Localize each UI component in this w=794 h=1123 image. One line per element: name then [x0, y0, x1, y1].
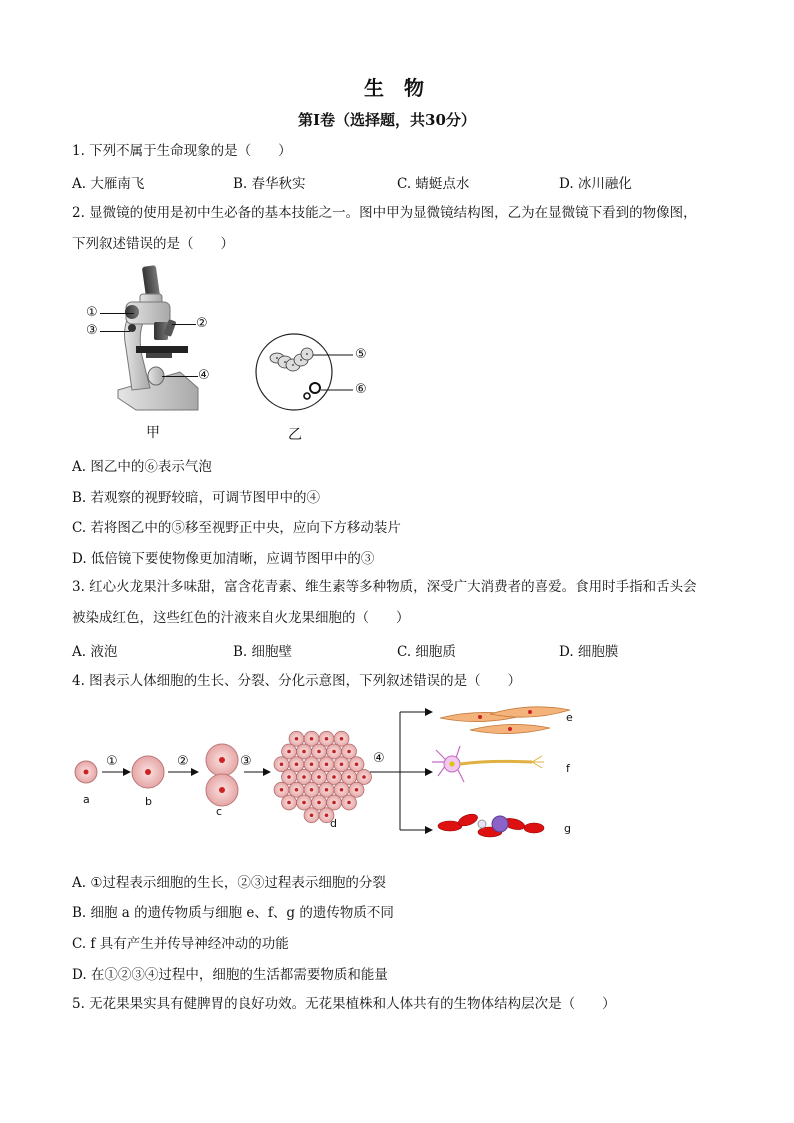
cluster-cell-nucleus [340, 762, 344, 766]
cluster-cell-nucleus [287, 775, 291, 779]
cluster-cell-nucleus [347, 801, 351, 805]
step-label-2: ② [177, 754, 189, 769]
cluster-cell-nucleus [287, 750, 291, 754]
cluster-cell-nucleus [317, 775, 321, 779]
cluster-cell-nucleus [347, 775, 351, 779]
q3-option-a: A. 液泡 [72, 644, 118, 660]
cluster-cell-nucleus [332, 775, 336, 779]
cluster-cell-nucleus [332, 750, 336, 754]
section-title: 第Ⅰ卷（选择题，共30分） [298, 111, 476, 129]
step-label-1: ① [106, 754, 118, 769]
q1-option-b: B. 春华秋实 [233, 176, 306, 192]
cluster-cell-nucleus [317, 801, 321, 805]
cluster-cell-nucleus [310, 737, 314, 741]
question-1-stem: 1. 下列不属于生命现象的是（ ） [72, 143, 292, 159]
q4-option-a: A. ①过程表示细胞的生长，②③过程表示细胞的分裂 [72, 875, 386, 891]
cell-label-g: g [564, 822, 571, 835]
leader-line-1 [100, 313, 134, 314]
cluster-cell-nucleus [325, 813, 329, 817]
q4-option-c: C. f 具有产生并传导神经冲动的功能 [72, 936, 289, 952]
question-2-stem-line1: 2. 显微镜的使用是初中生必备的基本技能之一。图中甲为显微镜结构图，乙为在显微镜下看到的物像图， [72, 205, 697, 221]
question-3-stem-line2: 被染成红色，这些红色的汁液来自火龙果细胞的（ ） [72, 610, 410, 626]
q2-option-a: A. 图乙中的⑥表示气泡 [72, 459, 212, 475]
cell-label-f: f [566, 762, 570, 775]
question-4-stem: 4. 图表示人体细胞的生长、分裂、分化示意图，下列叙述错误的是（ ） [72, 673, 522, 689]
cell-label-d: d [330, 817, 337, 830]
field-of-view-figure [255, 330, 375, 420]
cluster-cell-nucleus [325, 737, 329, 741]
cluster-cell-nucleus [355, 788, 359, 792]
step-label-3: ③ [240, 754, 252, 769]
figure-label-jia: 甲 [146, 425, 160, 441]
q3-option-b: B. 细胞壁 [233, 644, 293, 660]
cluster-cell-nucleus [347, 750, 351, 754]
q2-option-c: C. 若将图乙中的⑤移至视野正中央，应向下方移动装片 [72, 520, 401, 536]
step-label-4: ④ [373, 751, 385, 766]
q3-option-c: C. 细胞质 [397, 644, 456, 660]
cluster-cell-nucleus [310, 813, 314, 817]
q2-option-d: D. 低倍镜下要使物像更加清晰，应调节图甲中的③ [72, 551, 375, 567]
cluster-cell-nucleus [340, 788, 344, 792]
cluster-cell-nucleus [310, 788, 314, 792]
q4-option-b: B. 细胞 a 的遗传物质与细胞 e、f、g 的遗传物质不同 [72, 905, 394, 921]
cell-process-figure [70, 700, 580, 850]
cluster-cell-nucleus [280, 762, 284, 766]
cell-label-e: e [566, 711, 573, 724]
page-title: 生 物 [364, 76, 424, 100]
label-5: ⑤ [355, 347, 367, 362]
figure-label-yi: 乙 [288, 427, 302, 443]
leader-line-3 [100, 331, 130, 332]
question-5-stem: 5. 无花果果实具有健脾胃的良好功效。无花果植株和人体共有的生物体结构层次是（ ） [72, 996, 616, 1012]
label-4: ④ [198, 368, 210, 383]
label-3: ③ [86, 323, 98, 338]
microscope-figure [80, 260, 230, 420]
leader-line-2 [172, 324, 196, 325]
cluster-cell-nucleus [287, 801, 291, 805]
leader-line-4 [162, 376, 198, 377]
cluster-cell-nucleus [325, 788, 329, 792]
cluster-cell-nucleus [295, 788, 299, 792]
cluster-cell-nucleus [332, 801, 336, 805]
question-3-stem-line1: 3. 红心火龙果汁多味甜，富含花青素、维生素等多种物质，深受广大消费者的喜爱。食用时手指和舌头会 [72, 579, 697, 595]
q4-option-d: D. 在①②③④过程中，细胞的生活都需要物质和能量 [72, 967, 388, 983]
q3-option-d: D. 细胞膜 [559, 644, 619, 660]
cluster-cell-nucleus [355, 762, 359, 766]
label-6: ⑥ [355, 382, 367, 397]
cluster-cell-nucleus [340, 737, 344, 741]
q1-option-d: D. 冰川融化 [559, 176, 632, 192]
cluster-cell-nucleus [295, 762, 299, 766]
cluster-cell-nucleus [317, 750, 321, 754]
label-1: ① [86, 305, 98, 320]
cell-label-b: b [145, 795, 152, 808]
q1-option-c: C. 蜻蜓点水 [397, 176, 470, 192]
cluster-cell-nucleus [310, 762, 314, 766]
cluster-cell-nucleus [302, 775, 306, 779]
question-2-stem-line2: 下列叙述错误的是（ ） [72, 236, 234, 252]
cluster-cell-nucleus [362, 775, 366, 779]
q1-option-a: A. 大雁南飞 [72, 176, 145, 192]
cluster-cell-nucleus [325, 762, 329, 766]
label-2: ② [196, 316, 208, 331]
q2-option-b: B. 若观察的视野较暗，可调节图甲中的④ [72, 490, 321, 506]
cluster-cell-nucleus [302, 801, 306, 805]
cluster-cell-nucleus [280, 788, 284, 792]
cell-label-c: c [216, 805, 223, 818]
cluster-cell-nucleus [295, 737, 299, 741]
cell-label-a: a [83, 793, 90, 806]
cluster-cell-nucleus [302, 750, 306, 754]
